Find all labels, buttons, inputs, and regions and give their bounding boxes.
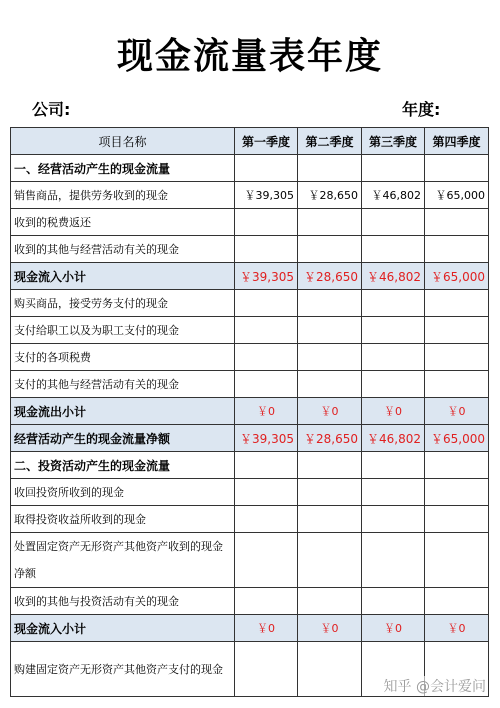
cell-q3: ￥46,802 xyxy=(362,182,425,209)
cell-q1: ￥0 xyxy=(235,398,298,425)
subtotal-row xyxy=(11,615,489,642)
cell-q3 xyxy=(362,506,425,533)
cell-q1 xyxy=(235,452,298,479)
cell-q3: ￥46,802 xyxy=(362,425,425,452)
cell-q2 xyxy=(298,533,362,588)
company-label: 公司: xyxy=(32,100,71,119)
cell-q4 xyxy=(425,290,489,317)
cell-q1 xyxy=(235,317,298,344)
table-row xyxy=(11,182,489,209)
year-label: 年度: xyxy=(402,100,441,119)
cell-q4 xyxy=(425,209,489,236)
cell-q3 xyxy=(362,236,425,263)
cell-q1 xyxy=(235,479,298,506)
cell-q2 xyxy=(298,588,362,615)
cell-q3 xyxy=(362,452,425,479)
table-row xyxy=(11,209,489,236)
table-header-row xyxy=(11,128,489,155)
row-label: 收到的税费返还 xyxy=(11,209,235,236)
cell-q3 xyxy=(362,290,425,317)
cell-q2: ￥0 xyxy=(298,398,362,425)
cell-q1 xyxy=(235,533,298,588)
row-label: 现金流出小计 xyxy=(11,398,235,425)
cell-q4: ￥65,000 xyxy=(425,263,489,290)
cell-q2 xyxy=(298,290,362,317)
table-row xyxy=(11,533,489,588)
cell-q2 xyxy=(298,155,362,182)
cell-q3 xyxy=(362,155,425,182)
cell-q1: ￥39,305 xyxy=(235,263,298,290)
row-label: 收回投资所收到的现金 xyxy=(11,479,235,506)
table-row xyxy=(11,317,489,344)
cell-q4 xyxy=(425,588,489,615)
cell-q1 xyxy=(235,209,298,236)
row-label: 支付给职工以及为职工支付的现金 xyxy=(11,317,235,344)
cell-q3 xyxy=(362,588,425,615)
table-body xyxy=(11,155,489,697)
table-row xyxy=(11,588,489,615)
cell-q1: ￥39,305 xyxy=(235,182,298,209)
cell-q2 xyxy=(298,506,362,533)
table-row xyxy=(11,290,489,317)
cell-q1 xyxy=(235,290,298,317)
cell-q3 xyxy=(362,209,425,236)
section-row xyxy=(11,155,489,182)
table-row xyxy=(11,479,489,506)
cell-q2: ￥28,650 xyxy=(298,425,362,452)
cell-q3: ￥46,802 xyxy=(362,263,425,290)
cell-q2 xyxy=(298,452,362,479)
cell-q3 xyxy=(362,371,425,398)
cell-q1 xyxy=(235,236,298,263)
cell-q1 xyxy=(235,344,298,371)
table-row xyxy=(11,371,489,398)
row-label: 现金流入小计 xyxy=(11,263,235,290)
cell-q2 xyxy=(298,479,362,506)
cell-q4: ￥0 xyxy=(425,398,489,425)
row-label: 一、经营活动产生的现金流量 xyxy=(11,155,235,182)
table-row xyxy=(11,236,489,263)
cell-q4 xyxy=(425,236,489,263)
cell-q1: ￥39,305 xyxy=(235,425,298,452)
page-title: 现金流量表年度 xyxy=(116,36,383,77)
row-label: 收到的其他与投资活动有关的现金 xyxy=(11,588,235,615)
subtotal-row xyxy=(11,425,489,452)
cell-q2 xyxy=(298,236,362,263)
row-label: 处置固定资产无形资产其他资产收到的现金净额 xyxy=(11,533,235,588)
cell-q1 xyxy=(235,506,298,533)
cell-q4 xyxy=(425,155,489,182)
watermark: 知乎 @会计爱问 xyxy=(384,676,486,696)
row-label: 购建固定资产无形资产其他资产支付的现金 xyxy=(11,642,235,697)
header-item-name: 项目名称 xyxy=(11,128,235,155)
cell-q4 xyxy=(425,533,489,588)
cell-q2: ￥28,650 xyxy=(298,182,362,209)
cell-q4 xyxy=(425,317,489,344)
header-q1: 第一季度 xyxy=(235,128,298,155)
row-label: 支付的各项税费 xyxy=(11,344,235,371)
cell-q1 xyxy=(235,371,298,398)
cell-q4 xyxy=(425,506,489,533)
row-label: 经营活动产生的现金流量净额 xyxy=(11,425,235,452)
cell-q2 xyxy=(298,344,362,371)
cell-q4 xyxy=(425,344,489,371)
cell-q3 xyxy=(362,533,425,588)
cell-q4: ￥65,000 xyxy=(425,425,489,452)
cell-q4: ￥65,000 xyxy=(425,182,489,209)
row-label: 取得投资收益所收到的现金 xyxy=(11,506,235,533)
cell-q2 xyxy=(298,317,362,344)
cell-q2: ￥28,650 xyxy=(298,263,362,290)
cell-q1 xyxy=(235,155,298,182)
cell-q2 xyxy=(298,371,362,398)
table-row xyxy=(11,506,489,533)
cell-q3 xyxy=(362,344,425,371)
cell-q2 xyxy=(298,642,362,697)
cell-q1 xyxy=(235,642,298,697)
row-label: 收到的其他与经营活动有关的现金 xyxy=(11,236,235,263)
header-q2: 第二季度 xyxy=(298,128,362,155)
cell-q4 xyxy=(425,452,489,479)
header-q3: 第三季度 xyxy=(362,128,425,155)
cell-q3: ￥0 xyxy=(362,615,425,642)
cell-q4 xyxy=(425,371,489,398)
row-label: 销售商品，提供劳务收到的现金 xyxy=(11,182,235,209)
row-label: 二、投资活动产生的现金流量 xyxy=(11,452,235,479)
cell-q2 xyxy=(298,209,362,236)
cell-q2: ￥0 xyxy=(298,615,362,642)
table-row xyxy=(11,344,489,371)
header-q4: 第四季度 xyxy=(425,128,489,155)
subtotal-row xyxy=(11,263,489,290)
cell-q1 xyxy=(235,588,298,615)
cell-q4 xyxy=(425,479,489,506)
row-label: 现金流入小计 xyxy=(11,615,235,642)
subtotal-row xyxy=(11,398,489,425)
row-label: 购买商品，接受劳务支付的现金 xyxy=(11,290,235,317)
cell-q3: ￥0 xyxy=(362,398,425,425)
cell-q1: ￥0 xyxy=(235,615,298,642)
cell-q3 xyxy=(362,317,425,344)
cash-flow-table xyxy=(10,127,489,697)
cell-q3 xyxy=(362,479,425,506)
cell-q4: ￥0 xyxy=(425,615,489,642)
section-row xyxy=(11,452,489,479)
row-label: 支付的其他与经营活动有关的现金 xyxy=(11,371,235,398)
